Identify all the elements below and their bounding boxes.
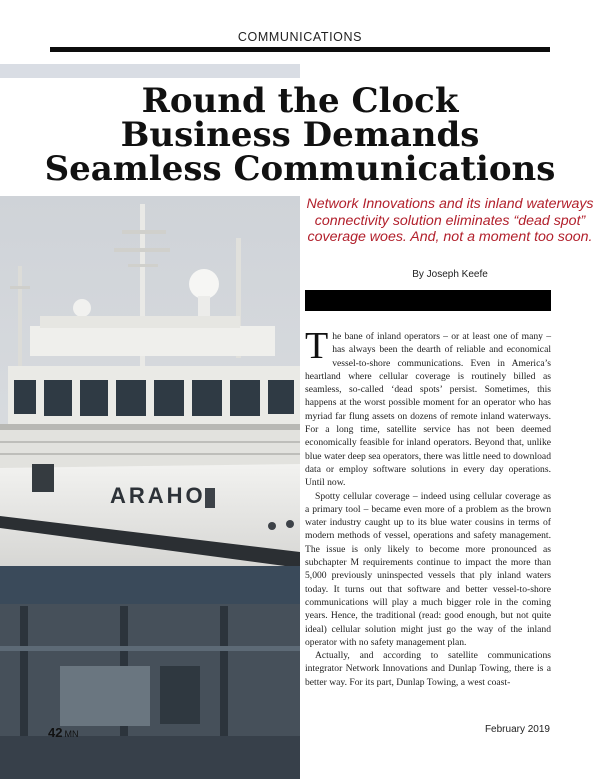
vessel-photo	[0, 196, 300, 779]
article-body	[305, 325, 551, 689]
deck-subtitle: Network Innovations and its inland waterways connectivity solution eliminates “dead spot” coverage woes. And, not a moment too soon.	[306, 196, 594, 245]
headline-line-3: Seamless Communications	[44, 149, 556, 189]
headline	[0, 81, 600, 189]
black-divider-bar	[305, 290, 551, 311]
section-rule	[50, 47, 550, 52]
magazine-abbrev: MN	[64, 729, 79, 739]
headline-line-1: Round the Clock	[141, 81, 459, 121]
section-label: COMMUNICATIONS	[237, 30, 363, 44]
byline: By Joseph Keefe	[412, 269, 488, 280]
title-accent-bar	[0, 64, 300, 78]
folio	[48, 724, 78, 742]
paragraph-1-text: he bane of inland operators – or at least one of many – has always been the dearth of reliable and economical vessel-to-shore communications. Even in America’s heartland where cellular coverage is routinely billed as seamless, so-called ‘dead spots’ persist. Sometimes, this happens at the worst possible moment for an operator who has myriad far flung assets on dozens of remote inland waterways. For a long time, satellite service has not been deemed economically feasible for inland operators. Beyond that, unlike blue water deep sea operators, there was little need to download data or employ software solutions in every day operations. Until now.	[305, 331, 551, 489]
paragraph-1	[305, 325, 551, 490]
paragraph-3: Actually, and according to satellite communications integrator Network Innovations and Dunlap Towing, there is a better way. For its part, Dunlap Towing, a west coast-	[305, 650, 551, 688]
issue-date: February 2019	[484, 724, 550, 735]
page-number: 42	[48, 725, 63, 740]
drop-cap: T	[305, 325, 329, 367]
paragraph-2: Spotty cellular coverage – indeed using cellular coverage as a primary tool – became even more of a problem as the brown water industry caught up to its blue water cousins in terms of modern methods of vessel, operations and safety management. The issue is only likely to become more pronounced as subchapter M requirements continue to impact the more than 5,000 previously uninspected vessels that ply inland waters today. It turns out that software and better vessel-to-shore communications will play a much bigger role in the coming years. Hence, the traditional (read: good enough, but not quite ideal) cellular solution might just go the way of the inland operator with no safety management plan.	[305, 490, 551, 648]
hull-name: ARAHO	[110, 483, 206, 508]
headline-line-2: Business Demands	[120, 115, 480, 155]
